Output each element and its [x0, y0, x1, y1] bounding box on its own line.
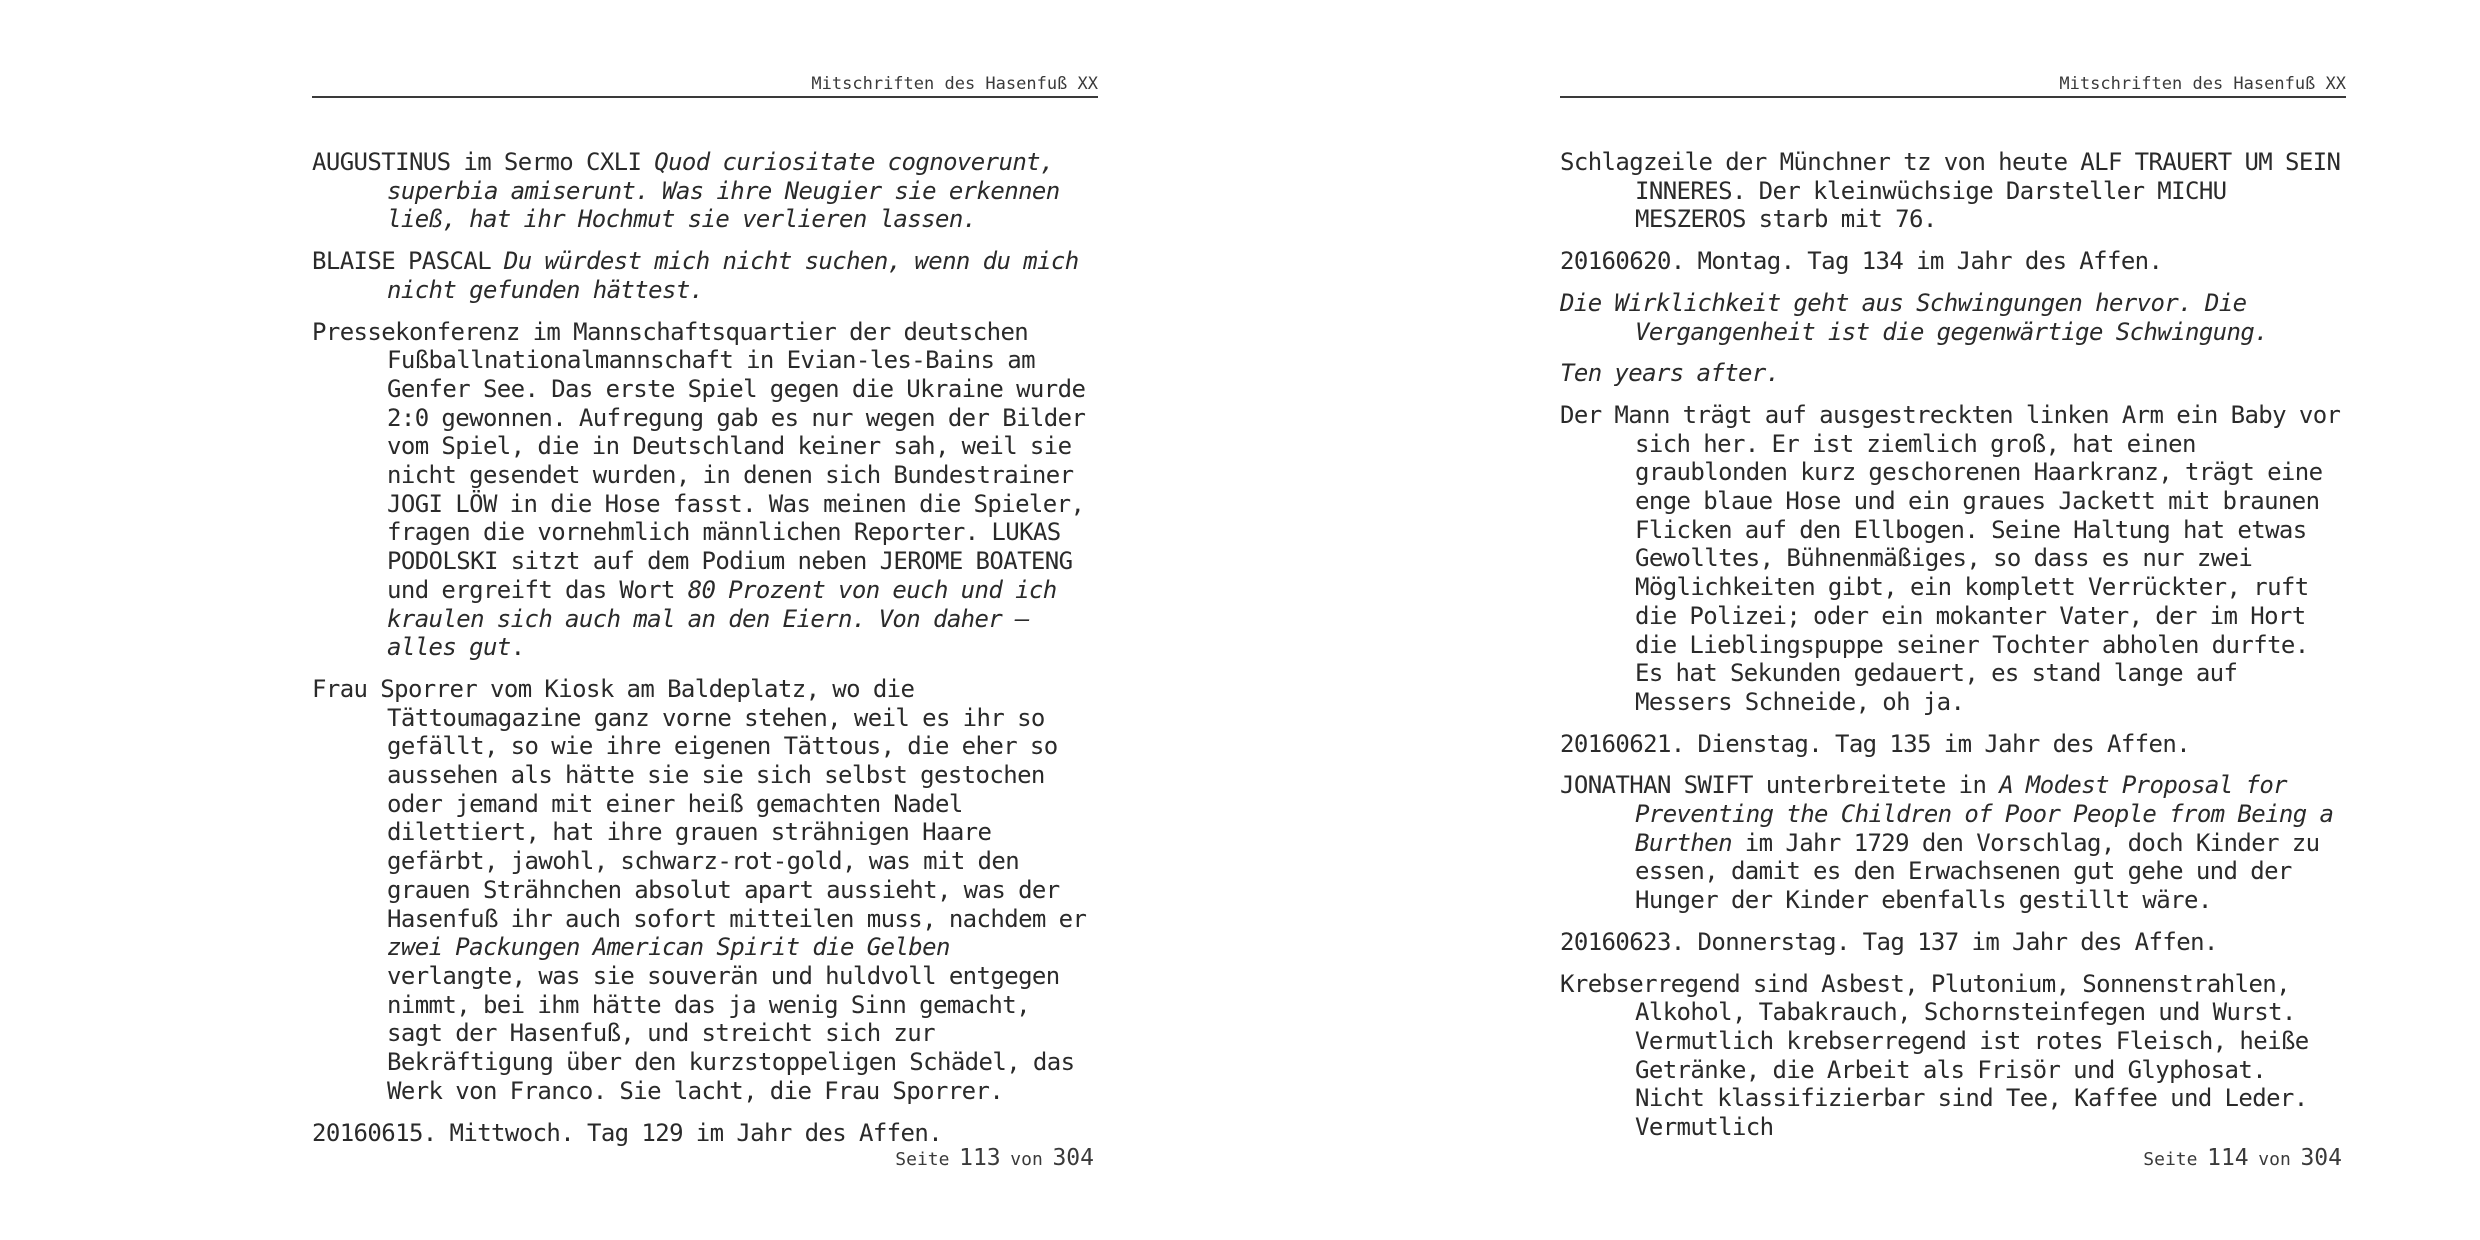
text-run: 20160621. Dienstag. Tag 135 im Jahr des Affen. — [1560, 729, 2191, 758]
text-run: 20160623. Donnerstag. Tag 137 im Jahr des Affen. — [1560, 927, 2218, 956]
paragraph — [1560, 928, 2346, 957]
text-run: BLAISE PASCAL — [312, 247, 504, 276]
page-of-word: von — [1010, 1149, 1043, 1170]
paragraph — [1560, 247, 2346, 276]
paragraph — [1560, 359, 2346, 388]
text-run: Pressekonferenz im Mannschaftsquartier der deutschen Fußballnationalmannschaft in Evian-les-Bains am Genfer See. Das erste Spiel gegen die Ukraine wurde 2:0 gewonnen. Aufregung gab es nur wegen der Bilder vom Spiel, die in Deutschland keiner sah, weil sie nicht gesendet wurden, in denen sich Bundestrainer JOGI LÖW in die Hose fasst. Was meinen die Spieler, fragen die vornehmlich männlichen Reporter. LUKAS PODOLSKI sitzt auf dem Podium neben JEROME BOATENG und ergreift das Wort — [312, 317, 1086, 604]
page-word: Seite — [895, 1149, 950, 1170]
text-run: 20160620. Montag. Tag 134 im Jahr des Affen. — [1560, 247, 2163, 276]
paragraph — [312, 247, 1098, 304]
italic-run: Die Wirklichkeit geht aus Schwingungen hervor. Die Vergangenheit ist die gegenwärtige Schwingung. — [1560, 288, 2269, 346]
italic-run: A Modest Proposal for Preventing the Children of Poor People from Being a Burthen — [1635, 771, 2334, 857]
page-of-word: von — [2258, 1149, 2291, 1170]
header-rule — [312, 96, 1098, 98]
text-run: AUGUSTINUS im Sermo CXLI — [312, 148, 655, 176]
italic-run: Quod curiositate cognoverunt, superbia amiserunt. Was ihre Neugier sie erkennen ließ, hat ihr Hochmut sie verlieren lassen. — [387, 148, 1060, 234]
left-page — [312, 0, 1098, 1240]
page-total: 304 — [2300, 1145, 2342, 1171]
text-run: Krebserregend sind Asbest, Plutonium, Sonnenstrahlen, Alkohol, Tabakrauch, Schornsteinfegen und Wurst. Vermutlich krebserregend ist rotes Fleisch, heiße Getränke, die Arbeit als Frisör und Glyphosat. Nicht klassifizierbar sind Tee, Kaffee und Leder. Vermutlich — [1560, 969, 2309, 1142]
text-run: Frau Sporrer vom Kiosk am Baldeplatz, wo die Tättoumagazine ganz vorne stehen, weil es ihr so gefällt, so wie ihre eigenen Tättous, die eher so aussehen als hätte sie sie sich selbst gestochen oder jemand mit einer heiß gemachten Nadel dilettiert, hat ihre grauen strähnigen Haare gefärbt, jawohl, schwarz-rot-gold, was mit den grauen Strähnchen absolut apart aussieht, was der Hasenfuß ihr auch sofort mitteilen muss, nachdem er — [312, 674, 1087, 933]
running-head: Mitschriften des Hasenfuß XX — [811, 74, 1098, 94]
paragraph — [1560, 771, 2346, 915]
body-text — [1560, 148, 2346, 1155]
paragraph — [1560, 970, 2346, 1142]
text-run: Der Mann trägt auf ausgestreckten linken Arm ein Baby vor sich her. Er ist ziemlich groß, hat einen graublonden kurz geschorenen Haarkranz, trägt eine enge blaue Hose und ein graues Jackett mit braunen Flicken auf den Ellbogen. Seine Haltung hat etwas Gewolltes, Bühnenmäßiges, so dass es nur zwei Möglichkeiten gibt, ein komplett Verrückter, ruft die Polizei; oder ein mokanter Vater, der im Hort die Lieblingspuppe seiner Tochter abholen durfte. Es hat Sekunden gedauert, es stand lange auf Messers Schneide, oh ja. — [1560, 400, 2341, 716]
text-run: 20160615. Mittwoch. Tag 129 im Jahr des Affen. — [312, 1118, 943, 1147]
page-number — [895, 1145, 1094, 1171]
text-run: Schlagzeile der Münchner tz von heute ALF TRAUERT UM SEIN INNERES. Der kleinwüchsige Darsteller MICHU MESZEROS starb mit 76. — [1560, 148, 2341, 234]
page-current: 113 — [959, 1145, 1001, 1171]
italic-run: Ten years after. — [1560, 359, 1780, 388]
paragraph — [1560, 730, 2346, 759]
italic-run: 80 Prozent von euch und ich kraulen sich auch mal an den Eiern. Von daher – alles gut — [387, 575, 1057, 662]
page-total: 304 — [1052, 1145, 1094, 1171]
italic-run: zwei Packungen American Spirit die Gelben — [387, 933, 950, 962]
right-page — [1560, 0, 2346, 1240]
italic-run: Du würdest mich nicht suchen, wenn du mich nicht gefunden hättest. — [387, 247, 1079, 304]
text-run: verlangte, was sie souverän und huldvoll entgegen nimmt, bei ihm hätte das ja wenig Sinn gemacht, sagt der Hasenfuß, und streicht sich zur Bekräftigung über den kurzstoppeligen Schädel, das Werk von Franco. Sie lacht, die Frau Sporrer. — [387, 961, 1075, 1105]
paragraph — [1560, 401, 2346, 717]
paragraph — [1560, 289, 2346, 346]
body-text — [312, 148, 1098, 1160]
page-current: 114 — [2207, 1145, 2249, 1171]
header-rule — [1560, 96, 2346, 98]
page-number — [2143, 1145, 2342, 1171]
page-word: Seite — [2143, 1149, 2198, 1170]
text-run: im Jahr 1729 den Vorschlag, doch Kinder zu essen, damit es den Erwachsenen gut gehe und der Hunger der Kinder ebenfalls gestillt wäre. — [1635, 828, 2320, 915]
paragraph — [1560, 148, 2346, 234]
text-run: JONATHAN SWIFT unterbreitete in — [1560, 771, 2000, 800]
paragraph — [312, 675, 1098, 1106]
paragraph — [312, 148, 1098, 234]
text-run: . — [510, 633, 525, 662]
paragraph — [312, 318, 1098, 662]
running-head: Mitschriften des Hasenfuß XX — [2059, 74, 2346, 94]
paragraph — [312, 1119, 1098, 1148]
